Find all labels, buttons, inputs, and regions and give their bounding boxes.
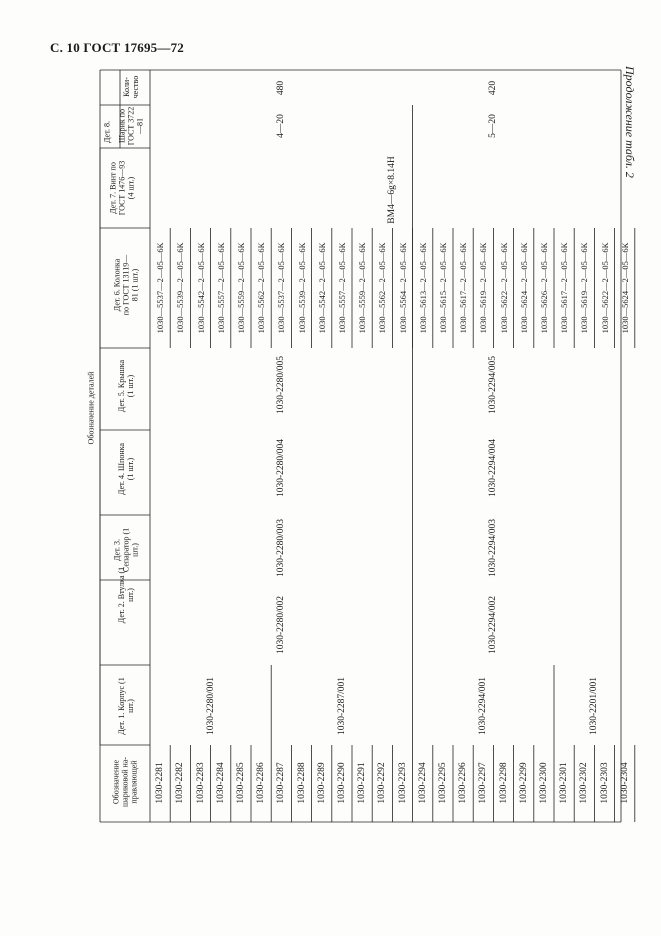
quantity-value: 420 <box>488 80 499 96</box>
row-designation: 1030-2289 <box>316 762 327 804</box>
det8-value: 5—20 <box>488 114 499 138</box>
row-column-part: 1030—5537—2—05—6К <box>155 242 166 334</box>
row-column-part: 1030—5559—2—05—6К <box>235 242 246 334</box>
row-column-part: 1030—5615—2—05—6К <box>437 242 448 334</box>
row-designation: 1030-2283 <box>195 762 206 804</box>
det3-value: 1030-2294/003 <box>488 518 499 578</box>
row-column-part: 1030—5613—2—05—6К <box>417 242 428 334</box>
header-det1: Дет. 1. Корпус (1 шт.) <box>117 677 135 735</box>
header-det8-ball: Шарик по ГОСТ 3722—81 <box>117 106 145 146</box>
row-designation: 1030-2297 <box>478 762 489 804</box>
row-designation: 1030-2301 <box>559 762 570 804</box>
row-designation: 1030-2299 <box>518 762 529 804</box>
row-column-part: 1030—5619—2—05—6К <box>478 242 489 334</box>
row-designation: 1030-2281 <box>155 762 166 804</box>
row-column-part: 1030—5617—2—05—6К <box>559 242 570 334</box>
header-det8: Дет. 8. <box>102 121 112 143</box>
header-quantity: Коли-чество <box>122 75 140 99</box>
det4-value: 1030-2294/004 <box>488 438 499 498</box>
header-designation: Обозначение шариковой на-правляющей <box>111 757 139 807</box>
det5-value: 1030-2280/005 <box>276 355 287 415</box>
row-column-part: 1030—5562—2—05—6К <box>377 242 388 334</box>
row-column-part: 1030—5624—2—05—6К <box>518 242 529 334</box>
row-designation: 1030-2296 <box>458 762 469 804</box>
row-designation: 1030-2287 <box>276 762 287 804</box>
row-designation: 1030-2302 <box>579 762 590 804</box>
row-column-part: 1030—5559—2—05—6К <box>357 242 368 334</box>
row-column-part: 1030—5557—2—05—6К <box>336 242 347 334</box>
row-column-part: 1030—5557—2—05—6К <box>215 242 226 334</box>
header-det6: Дет. 6. Колонка по ГОСТ 13119—81 (1 шт.) <box>112 254 140 316</box>
row-column-part: 1030—5542—2—05—6К <box>195 242 206 334</box>
det1-value: 1030-2201/001 <box>589 676 600 736</box>
row-column-part: 1030—5619—2—05—6К <box>579 242 590 334</box>
header-det5: Дет. 5. Крышка (1 шт.) <box>117 359 135 413</box>
header-det4: Дет. 4. Шпонка (1 шт.) <box>117 443 135 495</box>
row-designation: 1030-2294 <box>417 762 428 804</box>
row-designation: 1030-2295 <box>437 762 448 804</box>
det5-value: 1030-2294/005 <box>488 355 499 415</box>
table-continuation-caption: Продолжение табл. 2 <box>623 66 637 178</box>
row-column-part: 1030—5626—2—05—6К <box>538 242 549 334</box>
row-column-part: 1030—5539—2—05—6К <box>175 242 186 334</box>
row-designation: 1030-2293 <box>397 762 408 804</box>
row-designation: 1030-2290 <box>336 762 347 804</box>
row-column-part: 1030—5564—2—05—6К <box>397 242 408 334</box>
det3-value: 1030-2280/003 <box>276 518 287 578</box>
det2-value: 1030-2280/002 <box>276 595 287 655</box>
row-designation: 1030-2298 <box>498 762 509 804</box>
row-designation: 1030-2288 <box>296 762 307 804</box>
row-column-part: 1030—5617—2—05—6К <box>458 242 469 334</box>
row-column-part: 1030—5537—2—05—6К <box>276 242 287 334</box>
row-designation: 1030-2291 <box>357 762 368 804</box>
header-det3: Дет. 3. Сепаратор (1 шт.) <box>112 527 140 573</box>
row-column-part: 1030—5622—2—05—6К <box>498 242 509 334</box>
row-column-part: 1030—5542—2—05—6К <box>316 242 327 334</box>
header-group: Обозначение деталей <box>86 371 96 445</box>
row-designation: 1030-2285 <box>235 762 246 804</box>
row-designation: 1030-2282 <box>175 762 186 804</box>
row-designation: 1030-2284 <box>215 762 226 804</box>
det1-value: 1030-2287/001 <box>336 676 347 736</box>
det8-value: 4—20 <box>276 114 287 138</box>
row-designation: 1030-2300 <box>538 762 549 804</box>
row-designation: 1030-2303 <box>599 762 610 804</box>
det4-value: 1030-2280/004 <box>276 438 287 498</box>
header-det7: Дет. 7. Винт по ГОСТ 1476—93 (4 шт.) <box>108 160 136 216</box>
row-column-part: 1030—5562—2—05—6К <box>256 242 267 334</box>
det1-value: 1030-2294/001 <box>478 676 489 736</box>
row-column-part: 1030—5622—2—05—6К <box>599 242 610 334</box>
quantity-value: 480 <box>276 80 287 96</box>
det2-value: 1030-2294/002 <box>488 595 499 655</box>
row-column-part: 1030—5624—2—05—6К <box>619 242 630 334</box>
page-header: С. 10 ГОСТ 17695—72 <box>50 40 184 55</box>
row-designation: 1030-2304 <box>619 762 630 804</box>
row-column-part: 1030—5539—2—05—6К <box>296 242 307 334</box>
header-det2: Дет. 2. Втулка (1 шт.) <box>117 566 135 624</box>
det7-value: ВМ4—6g×8.14Н <box>387 156 398 224</box>
row-designation: 1030-2286 <box>256 762 267 804</box>
det1-value: 1030-2280/001 <box>205 676 216 736</box>
row-designation: 1030-2292 <box>377 762 388 804</box>
